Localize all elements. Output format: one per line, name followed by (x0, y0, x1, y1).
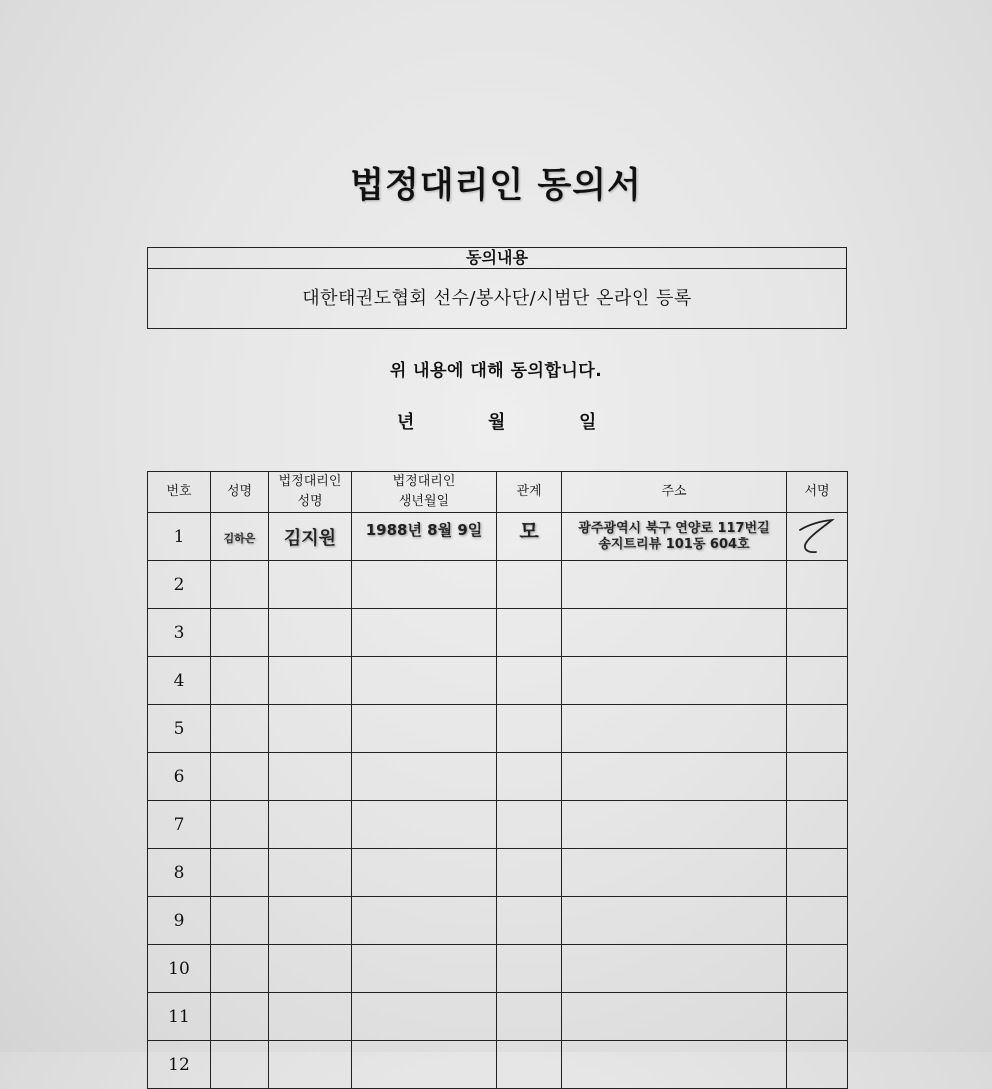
row-address[interactable] (562, 513, 787, 561)
header-guardian-name-line2: 성명 (297, 494, 323, 509)
row-signature[interactable] (787, 513, 848, 561)
row-address[interactable] (562, 609, 787, 657)
row-signature[interactable] (787, 657, 848, 705)
guardian-table (147, 471, 848, 1089)
table-row (148, 561, 848, 609)
row-relation[interactable] (497, 753, 562, 801)
row-guardian-dob[interactable] (352, 801, 497, 849)
row-guardian-name[interactable] (269, 513, 352, 561)
row-relation[interactable] (497, 801, 562, 849)
row-guardian-name[interactable] (269, 849, 352, 897)
row-name[interactable] (211, 753, 269, 801)
row-signature[interactable] (787, 609, 848, 657)
row-address[interactable] (562, 897, 787, 945)
table-row (148, 657, 848, 705)
row-guardian-name[interactable] (269, 609, 352, 657)
table-row (148, 897, 848, 945)
header-guardian-dob-line2: 생년월일 (398, 494, 450, 509)
row-guardian-dob[interactable] (352, 609, 497, 657)
row-guardian-dob[interactable] (352, 657, 497, 705)
row-address[interactable] (562, 657, 787, 705)
header-relation: 관계 (497, 472, 562, 513)
row-address-line1: 광주광역시 북구 연양로 117번길 (578, 520, 770, 536)
row-name[interactable] (211, 657, 269, 705)
table-row (148, 1041, 848, 1089)
row-name[interactable] (211, 1041, 269, 1089)
row-number: 12 (148, 1041, 211, 1089)
table-row (148, 609, 848, 657)
row-address[interactable] (562, 945, 787, 993)
row-relation[interactable] (497, 609, 562, 657)
row-signature[interactable] (787, 1041, 848, 1089)
table-row (148, 753, 848, 801)
row-relation[interactable] (497, 945, 562, 993)
header-guardian-name-line1: 법정대리인 (278, 474, 342, 489)
row-signature[interactable] (787, 993, 848, 1041)
row-number: 4 (148, 657, 211, 705)
row-guardian-dob[interactable] (352, 561, 497, 609)
row-relation[interactable] (497, 513, 562, 561)
row-name[interactable] (211, 705, 269, 753)
row-name-value: 김하은 (223, 532, 256, 545)
row-guardian-dob[interactable] (352, 705, 497, 753)
row-signature[interactable] (787, 897, 848, 945)
table-header-row (148, 472, 848, 513)
consent-header: 동의내용 (148, 248, 846, 269)
row-relation[interactable] (497, 561, 562, 609)
header-signature: 서명 (787, 472, 848, 513)
row-relation[interactable] (497, 1041, 562, 1089)
row-guardian-dob-value: 1988년 8월 9일 (365, 521, 483, 539)
row-guardian-name[interactable] (269, 657, 352, 705)
row-name[interactable] (211, 849, 269, 897)
row-name[interactable] (211, 945, 269, 993)
row-guardian-dob[interactable] (352, 993, 497, 1041)
header-guardian-dob (352, 472, 497, 513)
row-address[interactable] (562, 753, 787, 801)
row-name[interactable] (211, 609, 269, 657)
row-name[interactable] (211, 897, 269, 945)
document-title: 법정대리인 동의서 (350, 166, 642, 206)
row-number: 3 (148, 609, 211, 657)
row-guardian-name[interactable] (269, 1041, 352, 1089)
row-number: 1 (148, 513, 211, 561)
row-guardian-dob[interactable] (352, 849, 497, 897)
header-number: 번호 (148, 472, 211, 513)
table-row (148, 945, 848, 993)
consent-content-box (147, 247, 847, 329)
table-row (148, 801, 848, 849)
row-relation[interactable] (497, 849, 562, 897)
row-guardian-dob[interactable] (352, 1041, 497, 1089)
header-guardian-dob-line1: 법정대리인 (392, 474, 456, 489)
row-name[interactable] (211, 561, 269, 609)
table-row (148, 705, 848, 753)
row-address[interactable] (562, 993, 787, 1041)
consent-content: 대한태권도협회 선수/봉사단/시범단 온라인 등록 (302, 288, 692, 309)
row-address[interactable] (562, 1041, 787, 1089)
table-row (148, 993, 848, 1041)
table-row (148, 849, 848, 897)
row-address[interactable] (562, 801, 787, 849)
row-guardian-dob[interactable] (352, 513, 497, 561)
row-relation-value: 모 (519, 519, 539, 543)
header-address: 주소 (562, 472, 787, 513)
row-guardian-name[interactable] (269, 993, 352, 1041)
row-name[interactable] (211, 513, 269, 561)
row-guardian-name[interactable] (269, 945, 352, 993)
row-number: 7 (148, 801, 211, 849)
header-name: 성명 (211, 472, 269, 513)
row-signature[interactable] (787, 849, 848, 897)
row-relation[interactable] (497, 897, 562, 945)
row-signature[interactable] (787, 561, 848, 609)
row-guardian-name[interactable] (269, 561, 352, 609)
row-guardian-dob[interactable] (352, 897, 497, 945)
row-guardian-name[interactable] (269, 897, 352, 945)
row-relation[interactable] (497, 993, 562, 1041)
row-relation[interactable] (497, 657, 562, 705)
row-number: 10 (148, 945, 211, 993)
row-signature[interactable] (787, 753, 848, 801)
row-address-line2: 송지트리뷰 101동 604호 (598, 536, 750, 552)
row-signature[interactable] (787, 945, 848, 993)
row-guardian-name[interactable] (269, 705, 352, 753)
table-row (148, 513, 848, 561)
date-year-label: 년 (397, 412, 415, 433)
row-number: 5 (148, 705, 211, 753)
row-signature[interactable] (787, 705, 848, 753)
row-number: 9 (148, 897, 211, 945)
row-address[interactable] (562, 705, 787, 753)
row-guardian-dob[interactable] (352, 945, 497, 993)
row-name[interactable] (211, 801, 269, 849)
row-number: 8 (148, 849, 211, 897)
row-address[interactable] (562, 849, 787, 897)
row-number: 6 (148, 753, 211, 801)
date-day-label: 일 (579, 412, 597, 433)
row-guardian-dob[interactable] (352, 753, 497, 801)
row-number: 11 (148, 993, 211, 1041)
row-guardian-name[interactable] (269, 753, 352, 801)
row-relation[interactable] (497, 705, 562, 753)
row-number: 2 (148, 561, 211, 609)
row-guardian-name[interactable] (269, 801, 352, 849)
row-guardian-name-value: 김지원 (283, 527, 337, 549)
handwritten-signature (792, 516, 842, 558)
row-signature[interactable] (787, 801, 848, 849)
agreement-statement: 위 내용에 대해 동의합니다. (389, 361, 603, 381)
date-month-label: 월 (488, 412, 506, 433)
row-address[interactable] (562, 561, 787, 609)
header-guardian-name (269, 472, 352, 513)
row-name[interactable] (211, 993, 269, 1041)
